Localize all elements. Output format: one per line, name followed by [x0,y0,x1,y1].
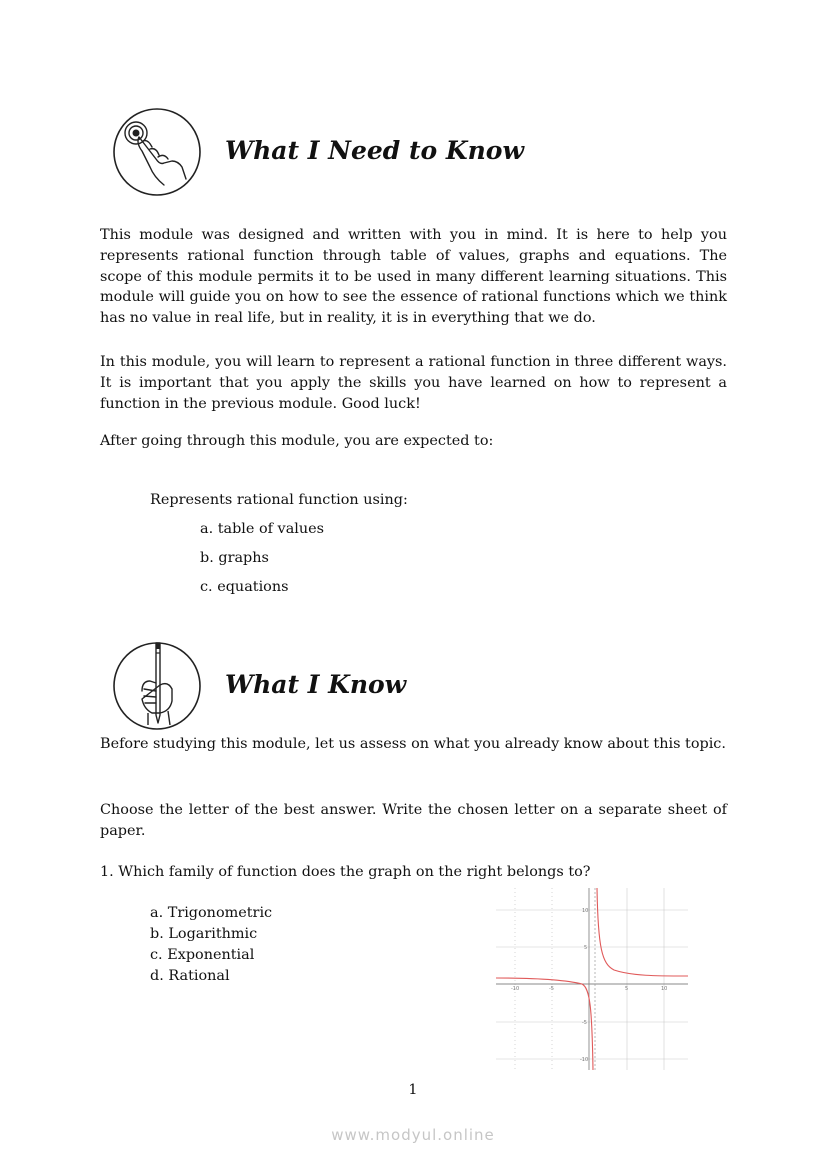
section-heading-what-i-need-to-know: What I Need to Know [225,136,524,165]
tick-label: -5 [582,1020,587,1026]
objective-item: c. equations [200,579,289,595]
tick-label: 5 [584,945,588,951]
tick-label: -10 [580,1057,589,1063]
page-number: 1 [408,1082,418,1098]
section-heading-what-i-know: What I Know [225,670,407,699]
tick-label: -5 [549,986,554,992]
tick-label: -10 [511,986,520,992]
hand-holding-pencil-icon [112,641,202,735]
answer-choice: b. Logarithmic [150,926,258,942]
watermark: www.modyul.online [331,1126,495,1144]
rational-function-graph [496,888,688,1070]
instructions-paragraph: Choose the letter of the best answer. Write the chosen letter on a separate sheet of paper. [100,802,727,839]
answer-choice: a. Trigonometric [150,905,273,921]
assessment-intro-paragraph: Before studying this module, let us assess on what you already know about this topic. [100,736,726,752]
module-paragraph: In this module, you will learn to represent a rational function in three different ways. It is important that you apply the skills you have learned on how to represent a function in the previous module. Good luck! [100,354,727,412]
answer-choice: d. Rational [150,968,230,984]
tick-label: 5 [625,986,629,992]
answer-choice: c. Exponential [150,947,255,963]
curve-right-branch [597,888,688,976]
objective-intro: Represents rational function using: [150,492,408,508]
question-stem: 1. Which family of function does the graph on the right belongs to? [100,864,591,880]
tick-label: 10 [582,908,589,914]
objective-item: a. table of values [200,521,325,537]
tick-label: 10 [661,986,668,992]
objective-item: b. graphs [200,550,269,566]
intro-paragraph: This module was designed and written with you in mind. It is here to help you represents rational function through table of values, graphs and equations. The scope of this module permits it to be used in many different learning situations. This module will guide you on how to see the essence of rational functions which we think has no value in real life, but in reality, it is in everything that we do. [100,227,727,327]
finger-tap-icon [112,107,202,201]
expectation-paragraph: After going through this module, you are expected to: [100,433,494,449]
